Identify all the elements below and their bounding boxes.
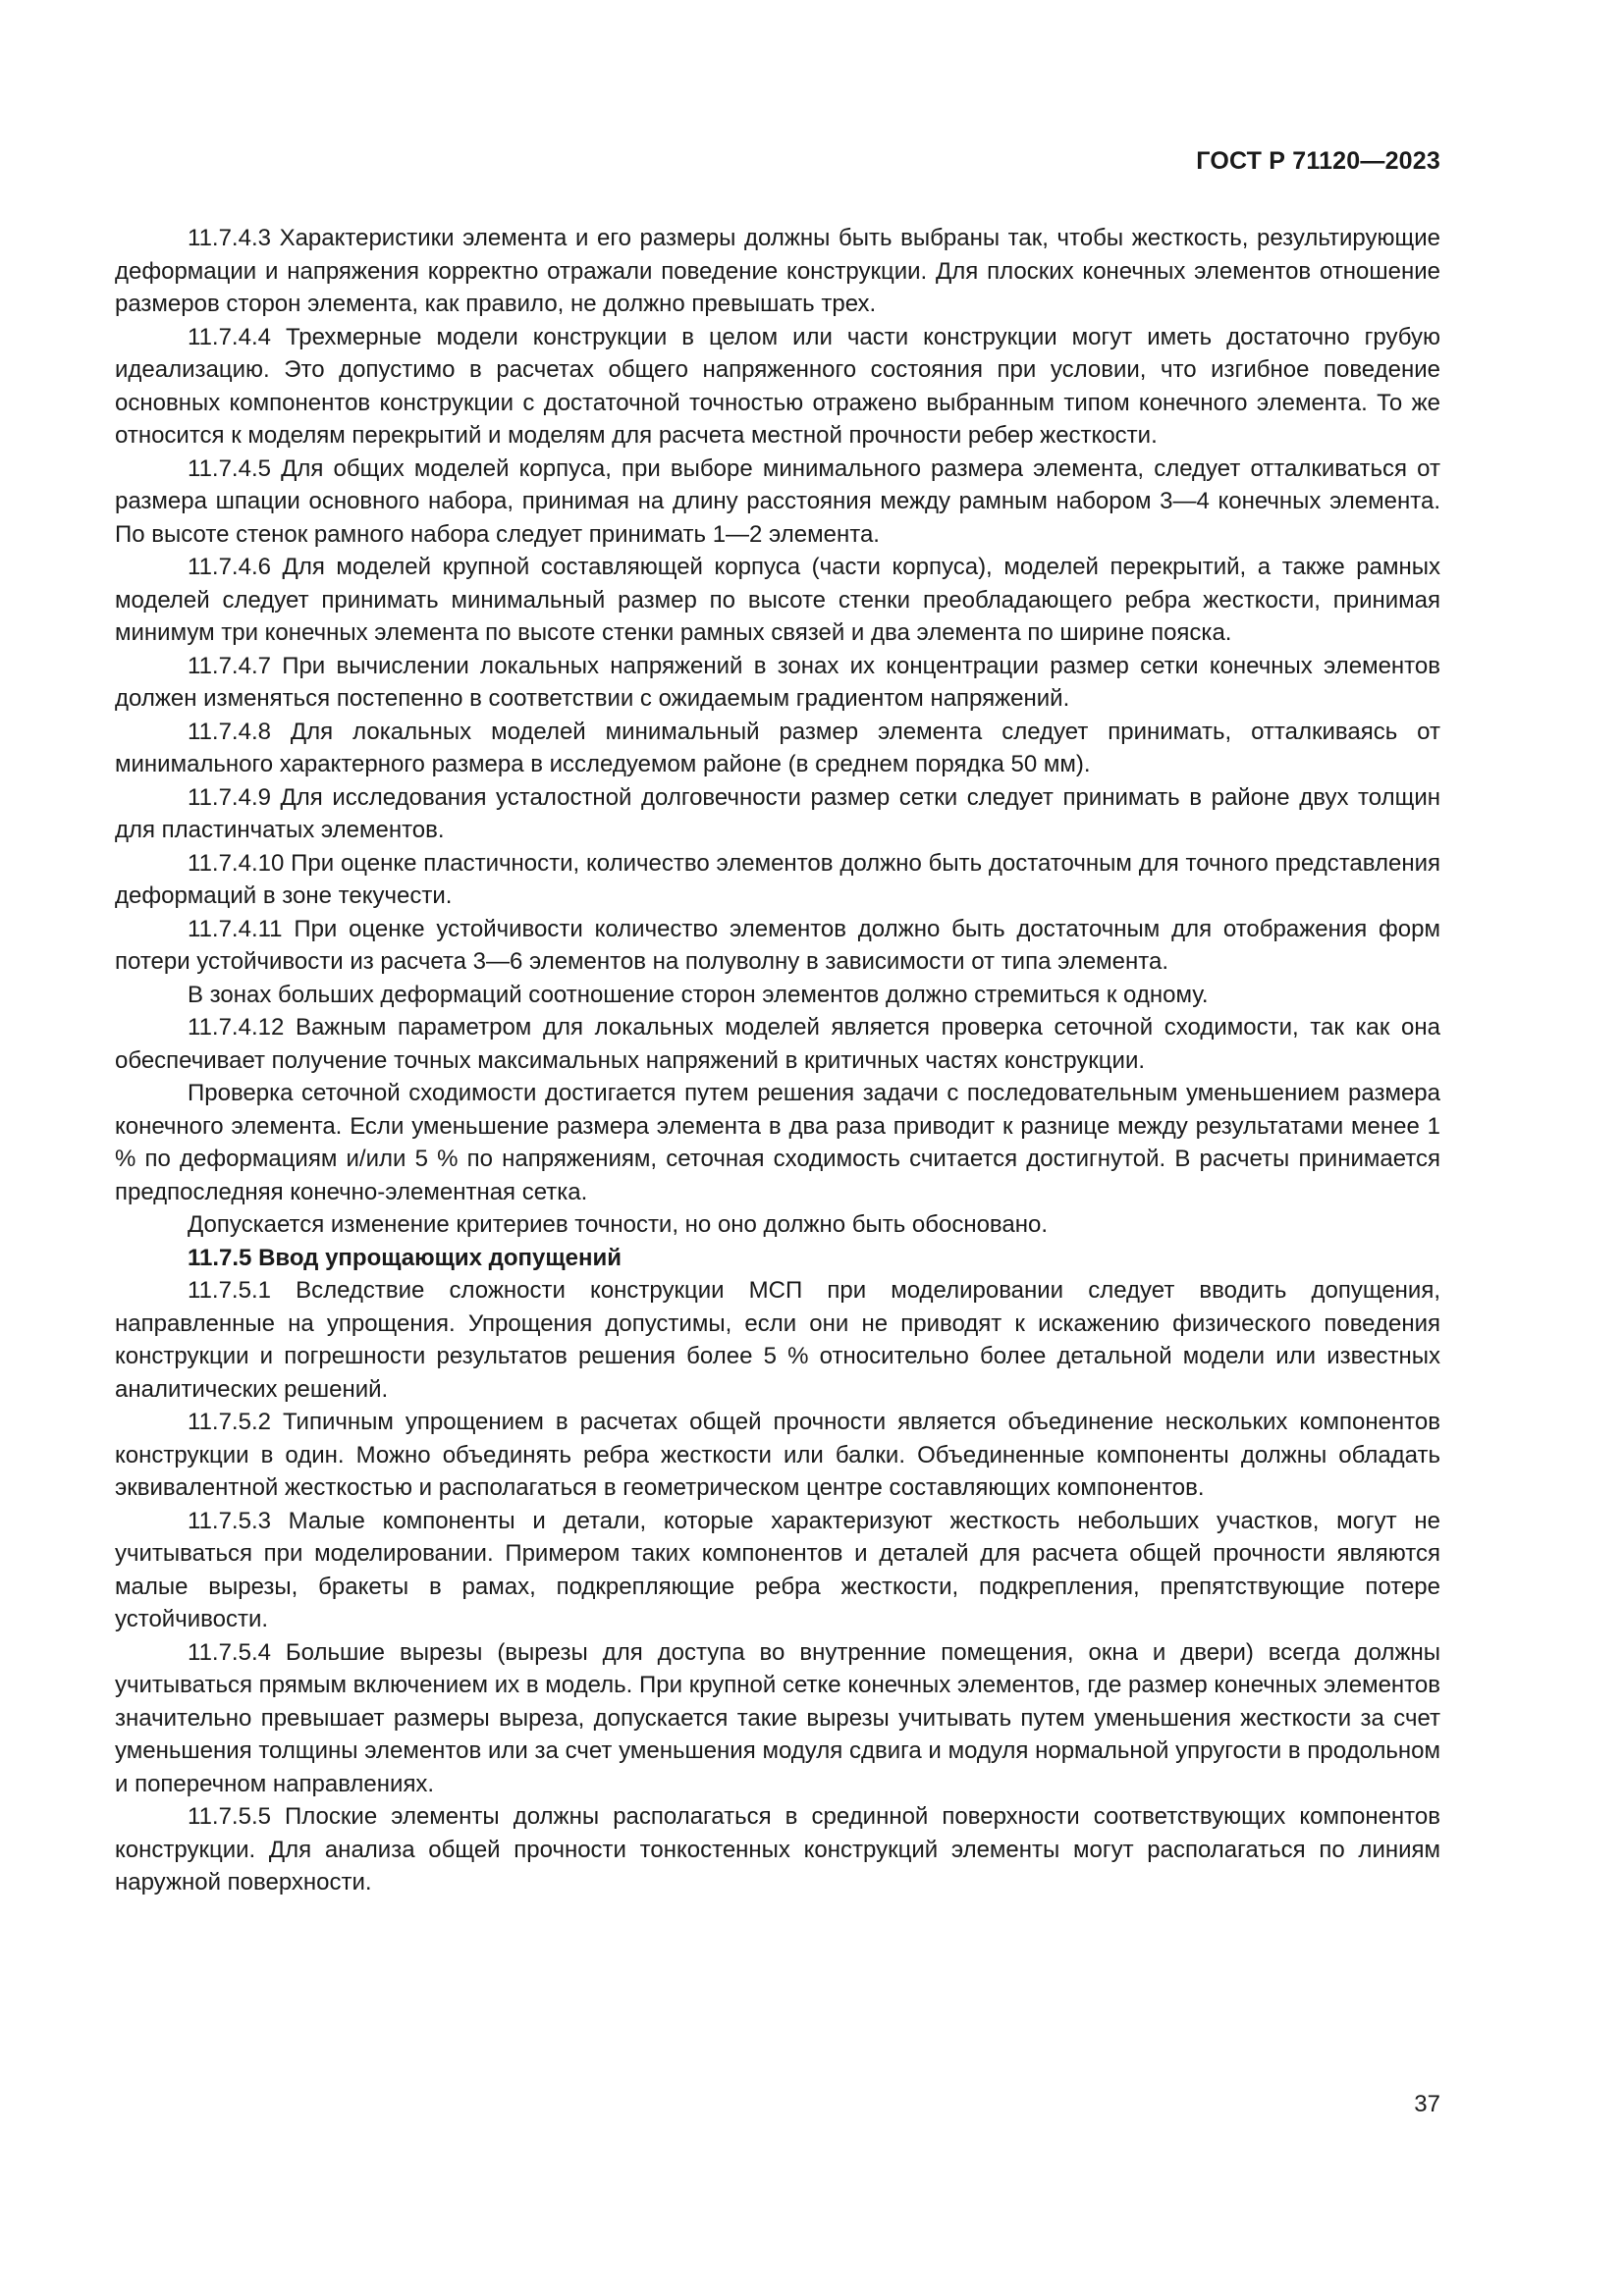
- section-heading-11-7-5: 11.7.5 Ввод упрощающих допущений: [188, 1244, 622, 1271]
- paragraph-deformation-zones: В зонах больших деформаций соотношение сторон элементов должно стремиться к одному.: [188, 981, 1209, 1008]
- paragraph-11-7-4-6: 11.7.4.6 Для моделей крупной составляющей корпуса (части корпуса), моделей перекрытий, а также рамных моделей следует принимать минимальный размер по высоте стенки преобладающего ребра жесткости, принимая минимум три конечных элемента по высоте стенки рамных связей и два элемента по ширине пояска.: [115, 554, 1440, 646]
- paragraph-mesh-convergence: Проверка сеточной сходимости достигается путем решения задачи с последовательным уменьшением размера конечного элемента. Если уменьшение размера элемента в два раза приводит к разнице между результатами менее 1 % по деформациям и/или 5 % по напряжениям, сеточная сходимость считается достигнутой. В расчеты принимается предпоследняя конечно-элементная сетка.: [115, 1080, 1440, 1205]
- paragraph-11-7-4-10: 11.7.4.10 При оценке пластичности, количество элементов должно быть достаточным для точного представления деформаций в зоне текучести.: [115, 849, 1440, 909]
- paragraph-11-7-5-1: 11.7.5.1 Вследствие сложности конструкции МСП при моделировании следует вводить допущения, направленные на упрощения. Упрощения допустимы, если они не приводят к искажению физического поведения конструкции и погрешности результатов решения более 5 % относительно более детальной модели или известных аналитических решений.: [115, 1277, 1440, 1403]
- document-body: [115, 222, 1440, 1899]
- paragraph-11-7-4-11: 11.7.4.11 При оценке устойчивости количество элементов должно быть достаточным для отображения форм потери устойчивости из расчета 3—6 элементов на полуволну в зависимости от типа элемента.: [115, 915, 1440, 975]
- paragraph-11-7-4-12: 11.7.4.12 Важным параметром для локальных моделей является проверка сеточной сходимости, так как она обеспечивает получение точных максимальных напряжений в критичных частях конструкции.: [115, 1014, 1440, 1074]
- page-number: 37: [1414, 2091, 1440, 2117]
- paragraph-11-7-4-9: 11.7.4.9 Для исследования усталостной долговечности размер сетки следует принимать в районе двух толщин для пластинчатых элементов.: [115, 783, 1440, 843]
- document-number: ГОСТ Р 71120—2023: [1196, 147, 1440, 175]
- paragraph-11-7-4-3: 11.7.4.3 Характеристики элемента и его размеры должны быть выбраны так, чтобы жесткость, результирующие деформации и напряжения корректно отражали поведение конструкции. Для плоских конечных элементов отношение размеров сторон элемента, как правило, не должно превышать трех.: [115, 225, 1440, 317]
- paragraph-11-7-4-7: 11.7.4.7 При вычислении локальных напряжений в зонах их концентрации размер сетки конечных элементов должен изменяться постепенно в соответствии с ожидаемым градиентом напряжений.: [115, 652, 1440, 712]
- paragraph-accuracy-criteria: Допускается изменение критериев точности, но оно должно быть обосновано.: [188, 1211, 1049, 1238]
- paragraph-11-7-5-5: 11.7.5.5 Плоские элементы должны располагаться в срединной поверхности соответствующих компонентов конструкции. Для анализа общей прочности тонкостенных конструкций элементы могут располагаться по линиям наружной поверхности.: [115, 1803, 1440, 1896]
- paragraph-11-7-4-4: 11.7.4.4 Трехмерные модели конструкции в целом или части конструкции могут иметь достаточно грубую идеализацию. Это допустимо в расчетах общего напряженного состояния при условии, что изгибное поведение основных компонентов конструкции с достаточной точностью отражено выбранным типом конечного элемента. То же относится к моделям перекрытий и моделям для расчета местной прочности ребер жесткости.: [115, 323, 1440, 449]
- paragraph-11-7-4-5: 11.7.4.5 Для общих моделей корпуса, при выборе минимального размера элемента, следует отталкиваться от размера шпации основного набора, принимая на длину расстояния между рамным набором 3—4 конечных элемента. По высоте стенок рамного набора следует принимать 1—2 элемента.: [115, 454, 1440, 548]
- paragraph-11-7-5-3: 11.7.5.3 Малые компоненты и детали, которые характеризуют жесткость небольших участков, могут не учитываться при моделировании. Примером таких компонентов и деталей для расчета общей прочности являются малые вырезы, бракеты в рамах, подкрепляющие ребра жесткости, подкрепления, препятствующие потере устойчивости.: [115, 1507, 1440, 1632]
- paragraph-11-7-4-8: 11.7.4.8 Для локальных моделей минимальный размер элемента следует принимать, отталкиваясь от минимального характерного размера в исследуемом районе (в среднем порядка 50 мм).: [115, 718, 1440, 777]
- paragraph-11-7-5-4: 11.7.5.4 Большие вырезы (вырезы для доступа во внутренние помещения, окна и двери) всегда должны учитываться прямым включением их в модель. При крупной сетке конечных элементов, где размер конечных элементов значительно превышает размеры выреза, допускается такие вырезы учитывать путем уменьшения жесткости за счет уменьшения толщины элементов или за счет уменьшения модуля сдвига и модуля нормальной упругости в продольном и поперечном направлениях.: [115, 1638, 1440, 1797]
- paragraph-11-7-5-2: 11.7.5.2 Типичным упрощением в расчетах общей прочности является объединение нескольких компонентов конструкции в один. Можно объединять ребра жесткости или балки. Объединенные компоненты должны обладать эквивалентной жесткостью и располагаться в геометрическом центре составляющих компонентов.: [115, 1409, 1440, 1501]
